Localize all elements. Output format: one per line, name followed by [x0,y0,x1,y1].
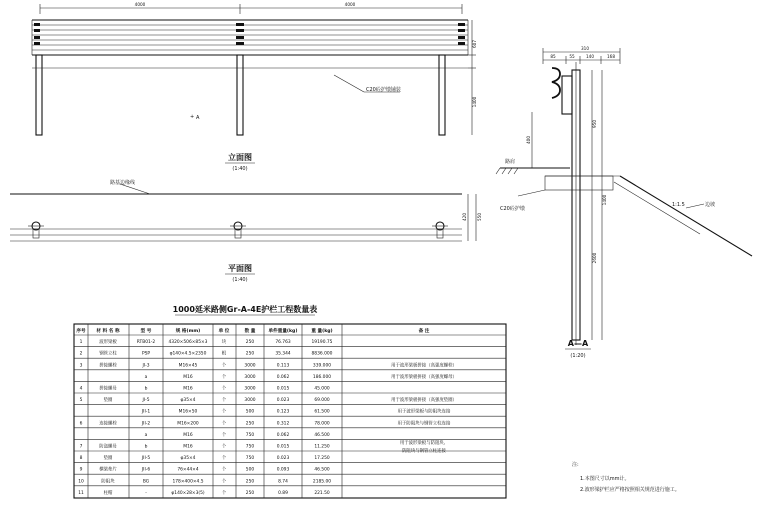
table-cell-2-qty: 3000 [244,363,256,369]
table-cell-13-unit_w: 0.89 [278,490,288,496]
table-cell-2-total_w: 339.000 [312,363,332,369]
section-dim-400: 400 [526,136,531,144]
table-cell-10-spec: φ35×4 [180,456,196,462]
drawing-notes [572,461,680,493]
table-cell-0-type: RTB01-2 [136,340,156,346]
table-cell-5-name: 垫圈 [103,398,113,404]
table-cell-10-unit_w: 0.023 [276,456,290,462]
table-cell-11-qty: 500 [245,467,255,473]
plan-dim-b: 550 [477,213,482,221]
table-header-5: 数 量 [244,329,256,334]
table-cell-1-spec: φ140×4.5×2350 [169,351,207,357]
table-cell-7-unit_w: 0.312 [276,421,290,427]
table-cell-6-qty: 500 [245,409,255,415]
table-cell-1-qty: 250 [245,351,255,357]
section-top-dim-4: 168 [607,54,615,59]
elevation-dim-right: 4000 [344,2,356,7]
plan-dim-a: 420 [462,213,467,221]
table-cell-4-unit: 个 [221,386,227,392]
table-cell-1-type: PSP [141,351,151,357]
table-cell-1-unit_w: 35.344 [275,351,291,357]
table-cell-10-name: 垫圈 [103,456,113,462]
elevation-concrete-label: C20砼护墩铺装 [366,87,401,93]
table-cell-5-type: JI-5 [142,398,150,404]
plan-edge-label: 路基边缘线 [110,180,136,186]
section-slope-label: 边坡 [705,202,716,208]
table-cell-3-note: 用于波形梁板拼接（高强度螺母） [391,374,457,380]
table-cell-12-no: 10 [78,479,84,485]
plan-scale: (1:40) [232,277,248,283]
table-cell-10-type: JII-5 [141,456,151,462]
table-cell-9-qty: 750 [245,444,255,450]
table-cell-12-total_w: 2185.00 [312,479,332,485]
table-cell-4-no: 4 [79,386,83,392]
table-cell-2-note: 用于波形梁板拼接（高强度螺栓） [391,363,457,369]
table-cell-1-no: 2 [79,351,83,357]
table-cell-0-unit: 块 [221,340,227,346]
table-cell-13-name: 柱帽 [103,490,113,496]
table-cell-8-qty: 750 [245,432,255,438]
table-header-4: 单 位 [218,329,230,334]
table-cell-0-no: 1 [79,340,83,346]
table-cell-13-total_w: 221.50 [314,490,330,496]
section-title: A—A [567,339,589,348]
table-title: 1000延米路侧Gr-A-4E护栏工程数量表 [172,305,318,314]
table-cell-0-name: 波形梁板 [99,340,117,346]
table-cell-11-unit: 个 [221,467,227,473]
table-cell-9-unit_w: 0.015 [276,444,290,450]
table-cell-9-total_w: 11.250 [314,444,330,450]
table-cell-13-type: - [145,490,147,496]
table-cell-5-spec: φ35×4 [180,398,196,404]
table-cell-11-total_w: 46.500 [314,467,330,473]
elevation-view [32,2,477,172]
table-cell-13-qty: 250 [245,490,255,496]
table-merged-note-0: 用于波形梁板与防阻块、 [399,441,449,446]
table-cell-5-unit: 个 [221,398,227,404]
table-cell-12-qty: 250 [245,479,255,485]
table-cell-1-unit: 根 [221,351,227,357]
table-cell-0-total_w: 19190.75 [311,340,333,346]
table-cell-7-qty: 250 [245,421,255,427]
table-cell-3-unit_w: 0.062 [276,374,290,380]
table-cell-13-spec: φ140×28×3(5) [171,490,205,496]
table-cell-11-name: 横梁垫片 [99,467,117,473]
table-cell-4-qty: 3000 [244,386,256,392]
table-cell-6-unit: 个 [221,409,227,415]
table-cell-8-unit_w: 0.062 [276,432,290,438]
table-cell-6-type: JII-1 [141,409,151,415]
table-cell-7-unit: 个 [221,421,227,427]
table-cell-9-no: 7 [79,444,83,450]
table-cell-13-no: 11 [78,490,84,496]
table-cell-6-spec: M16×50 [178,409,198,415]
table-header [76,327,429,334]
table-cell-2-no: 3 [79,363,83,369]
table-cell-4-type: b [144,386,148,392]
section-shoulder-label: 路肩 [505,159,516,165]
table-cell-7-note: 用于防阻块与钢管立柱连接 [397,421,451,427]
elevation-section-mark: A [196,115,200,121]
section-dim-950: 950 [592,120,597,128]
table-cell-2-name: 拼接螺栓 [99,363,117,369]
elevation-dim-h2: 1400 [472,96,477,108]
section-top-dim-2: 55 [569,54,575,59]
table-cell-7-no: 6 [79,421,83,427]
table-cell-10-total_w: 17.250 [314,456,330,462]
table-cell-5-note: 用于波形梁板拼接（高强度垫圈） [391,398,457,404]
table-header-7: 重 量(kg) [311,329,333,334]
table-cell-6-note: 用于波形梁板与防阻块连接 [397,409,451,415]
elevation-section-mark-plus: + [190,114,195,120]
elevation-title: 立面图 [228,153,252,162]
table-cell-11-no: 9 [79,467,83,473]
steel-posts-elevation [36,55,445,135]
table-cell-5-qty: 3000 [244,398,256,404]
elevation-dim-left: 4000 [134,2,146,7]
table-cell-3-type: a [144,374,148,380]
blockout [562,76,572,114]
concrete-pad [545,176,613,190]
table-cell-7-total_w: 78.000 [314,421,330,427]
section-scale: (1:20) [570,353,586,359]
table-cell-0-spec: 4320×506×85×3 [168,340,208,346]
table-cell-3-spec: M16 [183,374,193,380]
table-cell-5-total_w: 69.000 [314,398,330,404]
section-dim-2600: 2600 [592,252,597,264]
table-cell-8-unit: 个 [221,432,227,438]
table-cell-1-name: 钢管立柱 [99,351,117,357]
table-cell-12-spec: 178×400×4.5 [172,479,204,485]
table-cell-3-unit: 个 [221,374,227,380]
note-item-0: 1.本图尺寸以mm计。 [580,476,630,482]
table-cell-11-unit_w: 0.093 [276,467,290,473]
table-cell-4-name: 拼接螺母 [99,386,117,392]
section-dim-1400: 1400 [602,194,607,206]
section-top-dim-1: 85 [550,54,556,59]
plan-view [10,179,482,283]
section-view [496,46,752,359]
table-cell-4-unit_w: 0.015 [276,386,290,392]
table-cell-11-spec: 76×44×4 [177,467,199,473]
table-cell-0-unit_w: 76.763 [275,340,291,346]
section-concrete-label: C20砼护墩 [500,206,525,212]
table-cell-10-qty: 750 [245,456,255,462]
table-cell-9-type: b [144,444,148,450]
table-header-6: 单件重量(kg) [268,329,298,334]
ground-hatch [496,168,518,174]
table-cell-10-unit: 个 [221,456,227,462]
table-cell-3-qty: 3000 [244,374,256,380]
elevation-dim-h1: 607 [472,40,477,48]
table-cell-7-type: JII-2 [141,421,151,427]
table-cell-5-unit_w: 0.023 [276,398,290,404]
table-cell-13-unit: 个 [221,490,227,496]
table-cell-4-spec: M16 [183,386,193,392]
table-cell-9-spec: M16 [183,444,193,450]
table-merged-note-1: 防阻块与钢管立柱连接 [402,449,446,454]
table-header-3: 规 格(mm) [175,329,201,334]
table-cell-1-total_w: 8836.000 [311,351,333,357]
table-cell-7-name: 连接螺栓 [99,421,117,427]
table-cell-10-no: 8 [79,456,83,462]
table-header-1: 材 料 名 称 [96,329,120,334]
table-body [74,338,506,496]
table-header-0: 序号 [76,329,86,334]
splice-bolts [34,23,465,45]
notes-heading: 注: [572,462,579,468]
table-header-2: 型 号 [140,329,152,334]
table-cell-6-total_w: 61.500 [314,409,330,415]
elevation-scale: (1:40) [232,166,248,172]
w-beam-profile [552,68,560,98]
table-cell-2-spec: M16×45 [178,363,198,369]
table-cell-12-type: BG [142,479,150,485]
table-cell-5-no: 5 [79,398,83,404]
note-item-1: 2.波形梁护栏应严格按照相关规范进行施工。 [580,487,680,493]
table-cell-9-name: 防盗螺母 [99,444,117,450]
w-beam-rail [32,20,468,55]
table-cell-2-type: JI-3 [142,363,150,369]
table-cell-4-total_w: 45.000 [314,386,330,392]
section-top-dim-3: 140 [586,54,594,59]
table-cell-7-spec: M16×200 [177,421,199,427]
table-cell-12-unit: 个 [221,479,227,485]
table-cell-12-name: 防阻块 [101,479,115,485]
section-top-dim-0: 310 [581,46,589,51]
table-cell-6-unit_w: 0.123 [276,409,290,415]
table-cell-0-qty: 250 [245,340,255,346]
table-cell-8-total_w: 46.500 [314,432,330,438]
section-slope-ratio: 1:1.5 [672,202,685,208]
table-cell-11-type: JII-6 [141,467,151,473]
table-cell-8-type: a [144,432,148,438]
plan-title: 平面图 [228,264,252,273]
table-cell-3-total_w: 186.000 [312,374,332,380]
table-cell-2-unit: 个 [221,363,227,369]
table-cell-12-unit_w: 8.74 [278,479,288,485]
table-cell-9-unit: 个 [221,444,227,450]
quantity-table [74,304,506,498]
table-cell-8-spec: M16 [183,432,193,438]
plan-post-symbols [28,222,448,238]
table-cell-2-unit_w: 0.113 [276,363,290,369]
table-header-8: 备 注 [418,329,430,334]
